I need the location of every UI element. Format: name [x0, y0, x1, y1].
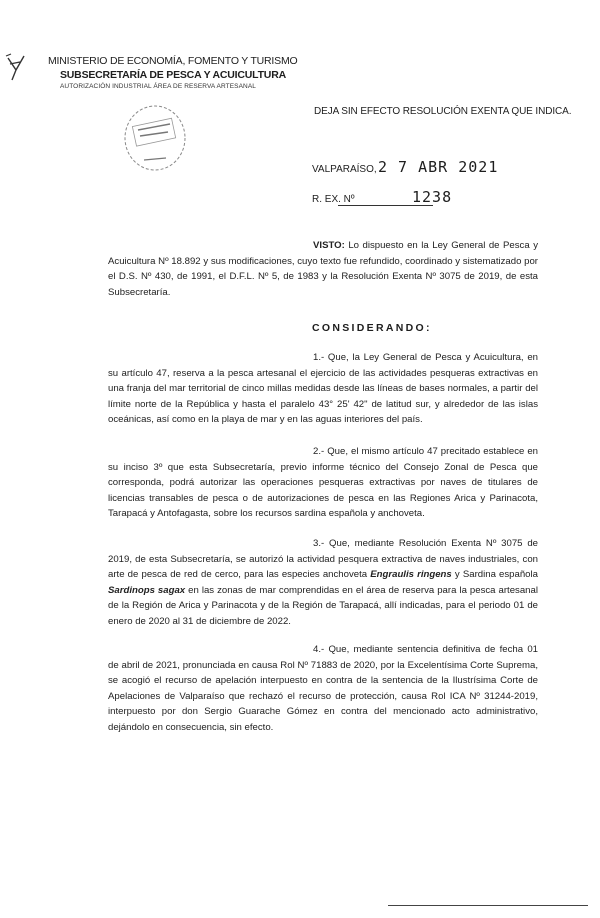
paragraph-3-text-b: y Sardina española — [451, 569, 538, 580]
page-footer-rule — [388, 905, 588, 906]
paragraph-2 — [108, 444, 538, 522]
unit-name: AUTORIZACIÓN INDUSTRIAL ÁREA DE RESERVA ARTESANAL — [60, 83, 256, 90]
paragraph-3-text-a: 3.- Que, mediante Resolución Exenta Nº 3075 de 2019, de esta Subsecretaría, se autorizó la actividad pesquera extractiva de naves industriales, con arte de pesca de red de cerco, para las especies anchoveta — [108, 538, 538, 580]
species-sardinops: Sardinops sagax — [108, 584, 186, 596]
visto-text: Lo dispuesto en la Ley General de Pesca y Acuicultura Nº 18.892 y sus modificaciones, cuyo texto fue refundido, coordinado y sistematizado por el D.S. Nº 430, de 1991, el D.F.L. Nº 5, de 1983 y la Resolución Exenta Nº 3075 de 2019, de esta Subsecretaría. — [108, 240, 538, 298]
government-logo-icon — [2, 50, 36, 84]
ministry-name: MINISTERIO DE ECONOMÍA, FOMENTO Y TURISMO — [48, 55, 298, 67]
resolution-underline — [338, 205, 433, 206]
visto-paragraph — [108, 238, 538, 300]
paragraph-4-text: 4.- Que, mediante sentencia definitiva de fecha 01 de abril de 2021, pronunciada en causa Rol Nº 71883 de 2020, por la Excelentísima Corte Suprema, se acogió el recurso de apelación interpuesto en contra de la sentencia de la Ilustrísima Corte de Apelaciones de Valparaíso que rechazó el recurso de protección, causa Rol ICA Nº 31244-2019, interpuesto por don Sergio Guarache Gómez en contra del mencionado acto administrativo, dejándolo en consecuencia, sin efecto. — [108, 644, 538, 733]
document-date: 2 7 ABR 2021 — [378, 158, 499, 176]
paragraph-3 — [108, 536, 538, 629]
document-subject: DEJA SIN EFECTO RESOLUCIÓN EXENTA QUE INDICA. — [314, 106, 572, 117]
resolution-number: 1238 — [412, 188, 453, 206]
document-place: VALPARAÍSO, — [312, 164, 377, 175]
paragraph-1-text: 1.- Que, la Ley General de Pesca y Acuicultura, en su artículo 47, reserva a la pesca artesanal el ejercicio de las actividades pesqueras extractivas en una franja del mar territorial de cinco millas medidas desde las líneas de bases normales, a partir del límite norte de la República y hasta el paralelo 43° 25' 42" de latitud sur, y alrededor de las islas oceánicas, así como en la playa de mar y en las aguas interiores del país. — [108, 352, 538, 425]
official-stamp-icon — [120, 102, 190, 174]
resolution-label: R. EX. Nº — [312, 194, 355, 205]
subsecretaria-name: SUBSECRETARÍA DE PESCA Y ACUICULTURA — [60, 69, 286, 81]
considerando-heading: CONSIDERANDO: — [312, 322, 432, 334]
species-engraulis: Engraulis ringens — [370, 569, 452, 580]
paragraph-4 — [108, 642, 538, 735]
paragraph-2-text: 2.- Que, el mismo artículo 47 precitado establece en su inciso 3º que esta Subsecretaría, previo informe técnico del Consejo Zonal de Pesca que corresponda, podrá autorizar las operaciones pesqueras extractivas por naves de titulares de licencias transables de pesca o de autorizaciones de pesca en las Regiones Arica y Parinacota, Tarapacá y Antofagasta, sobre los recursos sardina española y anchoveta. — [108, 446, 538, 519]
paragraph-1 — [108, 350, 538, 428]
visto-label: VISTO: — [313, 240, 345, 251]
paragraph-3-text-c: en las zonas de mar comprendidas en el área de reserva para la pesca artesanal de la Región de Arica y Parinacota y de la Región de Tarapacá, allí indicadas, para el periodo 01 de enero de 2020 al 31 de diciembre de 2022. — [108, 584, 538, 627]
